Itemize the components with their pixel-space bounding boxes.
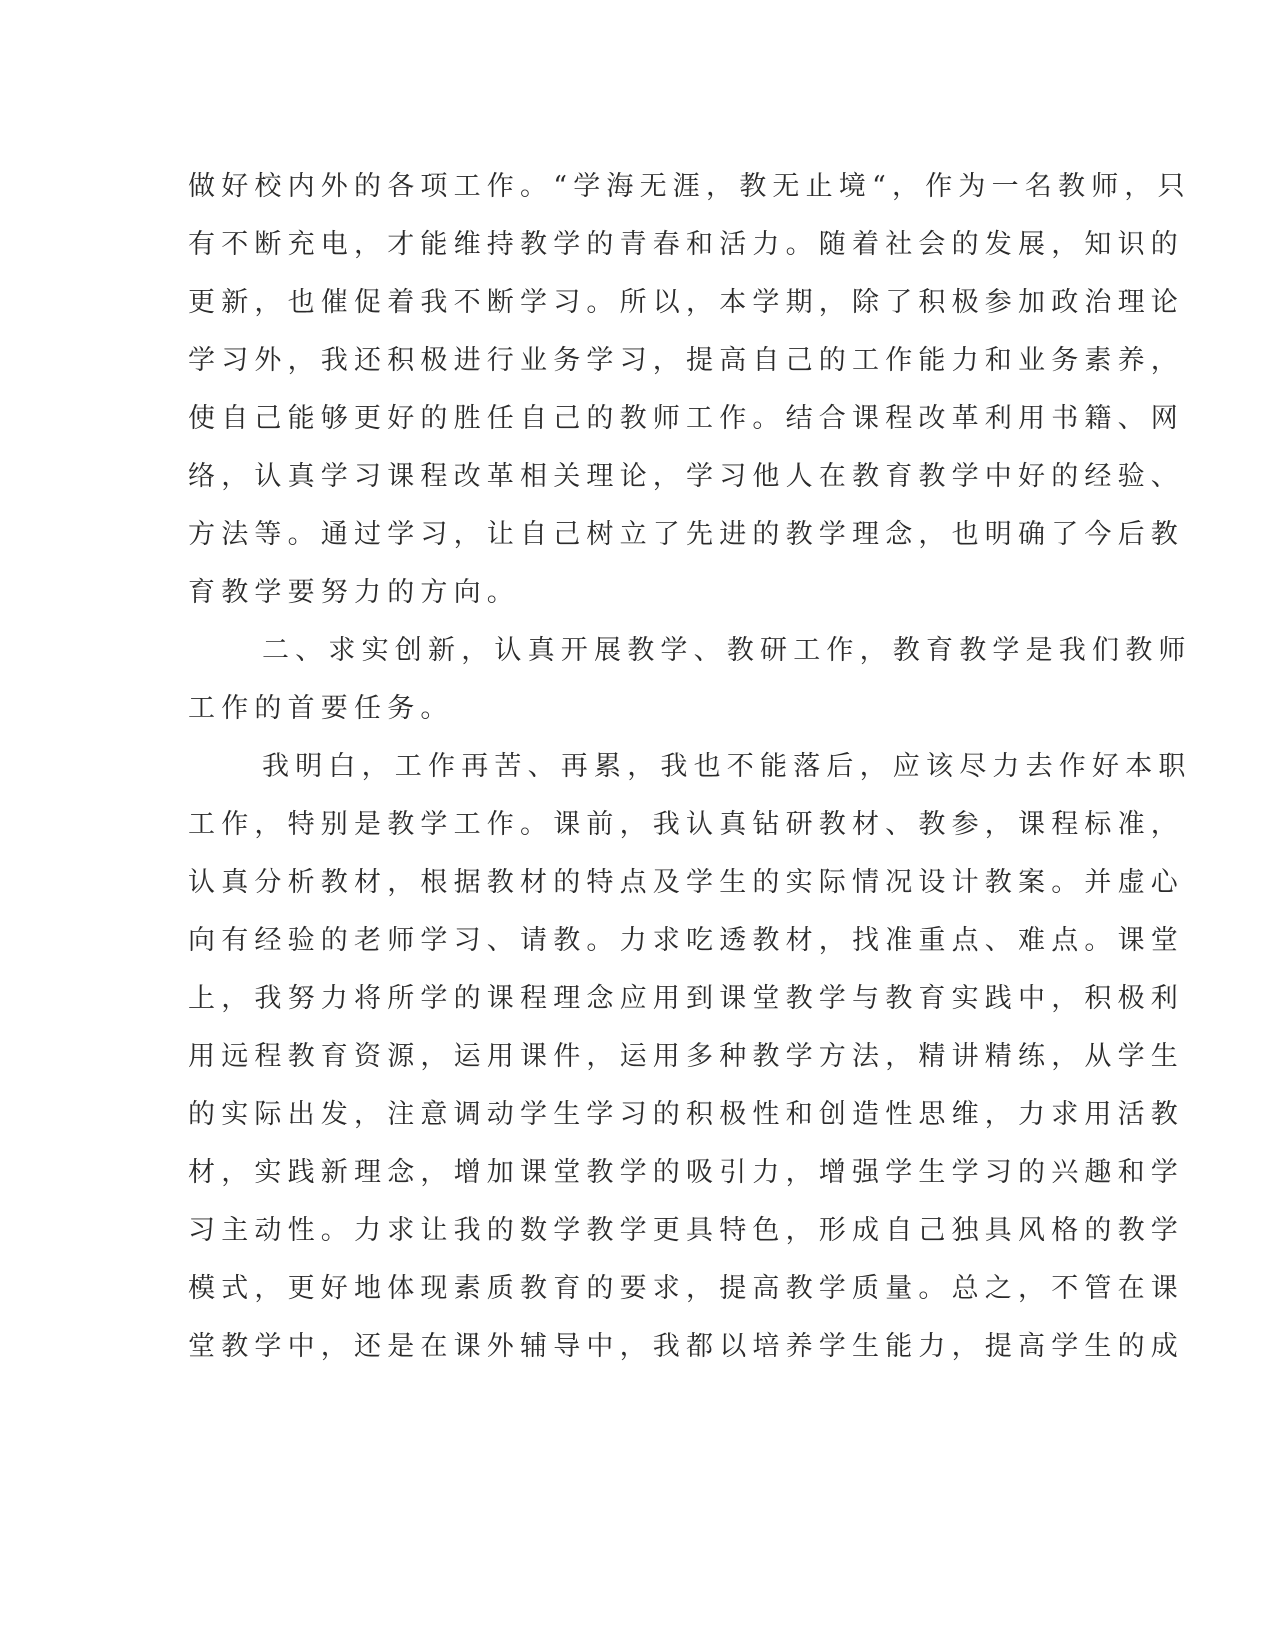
text-line: 向有经验的老师学习、请教。力求吃透教材，找准重点、难点。课堂 bbox=[188, 925, 1184, 956]
text-line: 堂教学中，还是在课外辅导中，我都以培养学生能力，提高学生的成 bbox=[188, 1331, 1184, 1362]
text-line: 二、求实创新，认真开展教学、教研工作，教育教学是我们教师 bbox=[262, 635, 1192, 666]
text-line: 上，我努力将所学的课程理念应用到课堂教学与教育实践中，积极利 bbox=[188, 983, 1184, 1014]
paragraph-1 bbox=[188, 158, 1191, 622]
text-line: 做好校内外的各项工作。“学海无涯，教无止境“，作为一名教师，只 bbox=[188, 171, 1191, 202]
text-line: 习主动性。力求让我的数学教学更具特色，形成自己独具风格的教学 bbox=[188, 1215, 1184, 1246]
paragraph-2 bbox=[188, 622, 1192, 738]
text-line: 学习外，我还积极进行业务学习，提高自己的工作能力和业务素养， bbox=[188, 345, 1184, 376]
document-body bbox=[188, 158, 1192, 1376]
text-line: 模式，更好地体现素质教育的要求，提高教学质量。总之，不管在课 bbox=[188, 1273, 1184, 1304]
text-line: 工作的首要任务。 bbox=[188, 693, 454, 724]
text-line: 用远程教育资源，运用课件，运用多种教学方法，精讲精练，从学生 bbox=[188, 1041, 1184, 1072]
paragraph-3 bbox=[188, 738, 1192, 1376]
text-line: 工作，特别是教学工作。课前，我认真钻研教材、教参，课程标准， bbox=[188, 809, 1184, 840]
text-line: 有不断充电，才能维持教学的青春和活力。随着社会的发展，知识的 bbox=[188, 229, 1184, 260]
text-line: 我明白，工作再苦、再累，我也不能落后，应该尽力去作好本职 bbox=[262, 751, 1192, 782]
text-line: 材，实践新理念，增加课堂教学的吸引力，增强学生学习的兴趣和学 bbox=[188, 1157, 1184, 1188]
text-line: 更新，也催促着我不断学习。所以，本学期，除了积极参加政治理论 bbox=[188, 287, 1184, 318]
text-line: 使自己能够更好的胜任自己的教师工作。结合课程改革利用书籍、网 bbox=[188, 403, 1184, 434]
text-line: 的实际出发，注意调动学生学习的积极性和创造性思维，力求用活教 bbox=[188, 1099, 1184, 1130]
text-line: 方法等。通过学习，让自己树立了先进的教学理念，也明确了今后教 bbox=[188, 519, 1184, 550]
text-line: 络，认真学习课程改革相关理论，学习他人在教育教学中好的经验、 bbox=[188, 461, 1184, 492]
text-line: 育教学要努力的方向。 bbox=[188, 577, 520, 608]
text-line: 认真分析教材，根据教材的特点及学生的实际情况设计教案。并虚心 bbox=[188, 867, 1184, 898]
